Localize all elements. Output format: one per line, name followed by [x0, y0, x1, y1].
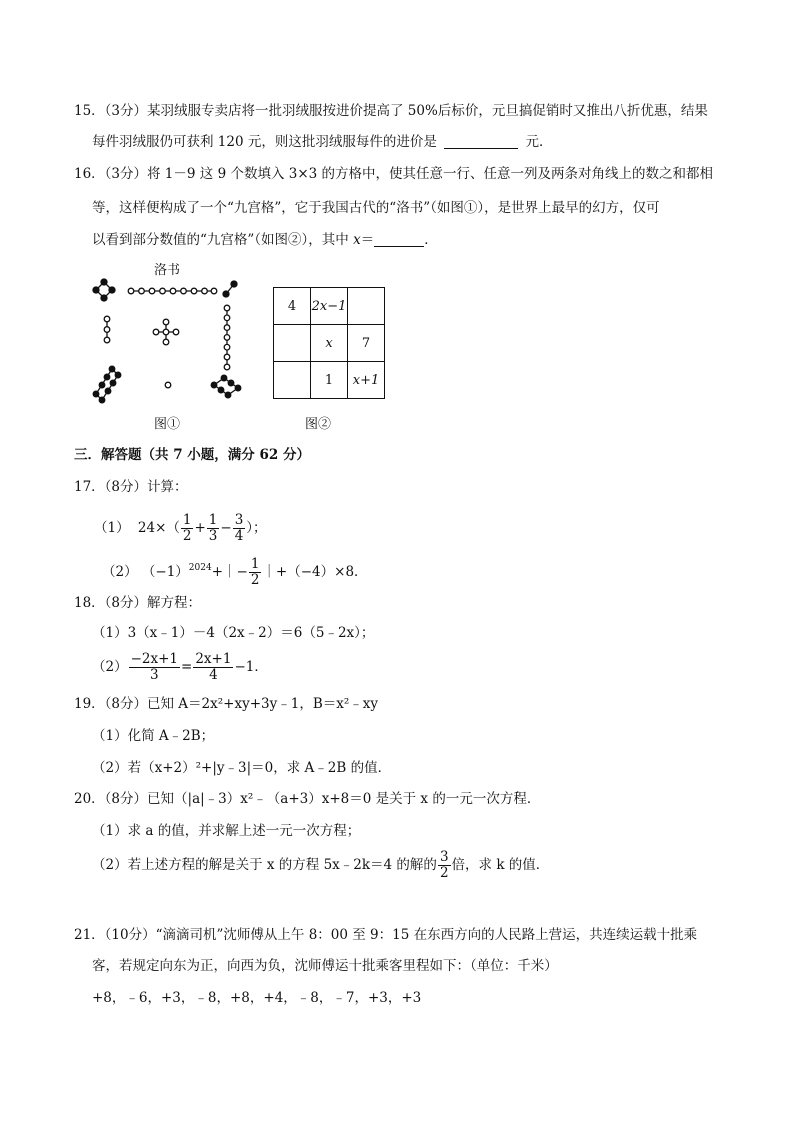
grid-cell-r2c1 — [274, 325, 311, 362]
frac-num: 1 — [182, 512, 192, 528]
frac-num: 1 — [250, 556, 260, 572]
luoshu-6-dots — [211, 375, 241, 398]
frac-den: 2 — [182, 528, 192, 544]
luoshu-4-dots — [93, 279, 115, 301]
q18-p2-label: （2） — [92, 659, 128, 675]
q15-line2-text: 每件羽绒服仍可获利 120 元，则这批羽绒服每件的进价是 — [92, 134, 437, 150]
q17-p2-base: （−1） — [141, 564, 189, 580]
frac-den: 3 — [208, 528, 218, 544]
q19-stem: 19．（8分）已知 A＝2x²+xy+3y﹣1，B＝x²﹣xy — [74, 696, 379, 712]
q20-p2-pre: （2）若上述方程的解是关于 x 的方程 5x﹣2k＝4 的解的 — [92, 857, 437, 873]
q19-part1: （1）化简 A﹣2B； — [92, 728, 215, 744]
q19-part2: （2）若（x+2）²+|y﹣3|＝0，求 A﹣2B 的值． — [92, 760, 392, 776]
luoshu-5-dots — [153, 319, 179, 345]
luoshu-3-dots — [104, 316, 110, 343]
frac-num: 3 — [234, 512, 244, 528]
q21-line2: 客，若规定向东为正，向西为负，沈师傅运十批乘客里程如下：（单位：千米） — [92, 958, 558, 974]
frac-num: 1 — [208, 512, 218, 528]
frac-num: −2x+1 — [130, 651, 179, 667]
grid-cell-r2c3: 7 — [348, 325, 385, 362]
frac-den: 3 — [150, 667, 159, 683]
q16-answer-blank[interactable] — [374, 232, 424, 247]
q16-line3-text: 以看到部分数值的“九宫格”（如图②），其中 — [92, 232, 354, 248]
q15-answer-blank[interactable] — [444, 134, 518, 149]
q17-p1-frac1 — [181, 513, 194, 544]
fig2-caption: 图② — [305, 417, 332, 432]
luoshu-1-dot — [165, 382, 171, 388]
q17-p2-mid: +｜− — [211, 564, 248, 580]
q16-line3-end: ． — [424, 232, 438, 248]
q18-part1: （1）3（x﹣1）－4（2x﹣2）＝6（5﹣2x）； — [92, 625, 375, 641]
q16-variable-x: x — [353, 232, 361, 248]
q20-stem: 20．（8分）已知（|a|﹣3）x²﹣（a+3）x+8＝0 是关于 x 的一元一次方程． — [74, 791, 541, 807]
q18-stem: 18．（8分）解方程： — [74, 595, 202, 611]
luoshu-2-dots — [223, 281, 237, 297]
q18-part2 — [92, 650, 268, 684]
q17-p1-op2: − — [220, 520, 232, 536]
grid-cell-r2c2: x — [311, 325, 348, 362]
frac-den: 2 — [439, 865, 449, 881]
luoshu-figure — [86, 258, 246, 408]
q15-line1: 15．（3分）某羽绒服专卖店将一批羽绒服按进价提高了 50%后标价，元旦搞促销时又推出八折优惠，结果 — [74, 103, 708, 119]
grid-cell-r3c3: x+1 — [348, 362, 385, 399]
frac-den: 2 — [250, 572, 260, 588]
q17-part1 — [94, 512, 267, 544]
q17-part2 — [102, 552, 368, 588]
q17-p1-frac3 — [233, 513, 246, 544]
q18-p2-eq: = — [181, 659, 193, 675]
q16-equals: ＝ — [360, 232, 375, 248]
q20-part1: （1）求 a 的值，并求解上述一元一次方程； — [92, 823, 361, 839]
q20-p2-post: 倍，求 k 的值． — [451, 857, 550, 873]
luoshu-9-dots — [128, 288, 217, 294]
q15-line2-end: 元． — [525, 134, 553, 150]
q16-line1: 16．（3分）将 1－9 这 9 个数填入 3×3 的方格中，使其任意一行、任意一列及两条对角线上的数之和都相 — [74, 166, 714, 182]
q18-p2-frac1 — [129, 652, 180, 683]
q17-p1-label: （1） — [94, 520, 130, 536]
q17-p1-post: ）； — [246, 520, 267, 536]
q16-line2: 等，这样便构成了一个“九宫格”，它于我国古代的“洛书”（如图①），是世界上最早的幻方，仅可 — [92, 200, 660, 216]
q20-part2 — [92, 848, 549, 882]
luoshu-7-dots — [224, 305, 230, 370]
q16-line3 — [92, 230, 438, 250]
grid-cell-r3c1 — [274, 362, 311, 399]
q21-line3: +8，﹣6，+3，﹣8，+8，+4，﹣8，﹣7，+3，+3 — [92, 990, 422, 1006]
grid-cell-r1c3 — [348, 288, 385, 325]
q15-line2 — [92, 132, 552, 152]
frac-den: 4 — [209, 667, 218, 683]
fig1-caption: 图① — [154, 417, 181, 432]
q20-p2-frac — [438, 850, 451, 881]
q17-p1-pre: 24×（ — [137, 520, 180, 536]
q17-p2-frac — [249, 557, 262, 588]
grid-cell-r1c2: 2x−1 — [311, 288, 348, 325]
q17-stem: 17．（8分）计算： — [74, 479, 188, 495]
q18-p2-frac2 — [193, 652, 233, 683]
luoshu-8-dots — [93, 366, 121, 403]
frac-num: 2x+1 — [195, 651, 232, 667]
q21-line1: 21．（10分）“滴滴司机”沈师傅从上午 8：00 至 9：15 在东西方向的人民路上营运，共连续运载十批乘 — [74, 927, 698, 943]
frac-num: 3 — [439, 849, 449, 865]
q17-p1-frac2 — [207, 513, 220, 544]
magic-square-grid — [273, 287, 385, 399]
q18-p2-post: −1． — [234, 659, 268, 675]
q17-p2-post: ｜+（−4）×8． — [262, 564, 368, 580]
q17-p1-op1: + — [194, 520, 206, 536]
q17-p2-exponent: 2024 — [188, 563, 212, 573]
section-title: 三．解答题（共 7 小题，满分 62 分） — [74, 447, 310, 463]
frac-den: 4 — [234, 528, 244, 544]
grid-cell-r3c2: 1 — [311, 362, 348, 399]
luoshu-title: 洛书 — [154, 263, 181, 278]
q17-p2-label: （2） — [102, 564, 138, 580]
grid-cell-r1c1: 4 — [274, 288, 311, 325]
